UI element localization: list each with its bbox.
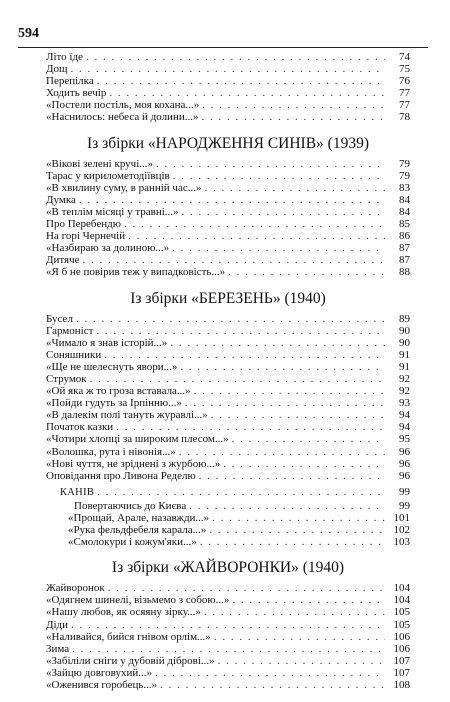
dot-leader <box>179 446 385 458</box>
toc-entry <box>46 643 410 655</box>
dot-leader <box>172 242 385 254</box>
toc-entry <box>46 385 410 397</box>
dot-leader <box>104 349 385 361</box>
dot-leader <box>173 170 385 182</box>
toc-entry <box>46 254 410 266</box>
dot-leader <box>202 99 385 111</box>
dot-leader <box>155 667 385 679</box>
entry-title: «В далекім полі тануть журавлі...» <box>46 409 208 422</box>
dot-leader <box>212 512 385 524</box>
entry-title: «Нашу любов, як осяяну зірку...» <box>46 606 201 619</box>
entry-title: Ходить вечір <box>46 87 107 100</box>
toc-entry <box>46 158 410 170</box>
entry-title: Оповідання про Ливона Ределю <box>46 469 196 482</box>
entry-title: «Постели постіль, моя кохана...» <box>46 99 200 112</box>
dot-leader <box>204 606 385 618</box>
entry-title: «Одягнем шинелі, візьмемо з собою...» <box>46 594 230 607</box>
dot-leader <box>70 63 385 75</box>
entry-page-number: 93 <box>399 397 410 410</box>
entry-title: Бусел <box>46 312 73 325</box>
dot-leader <box>86 51 385 63</box>
entry-page-number: 106 <box>393 642 410 655</box>
entry-title: Думка <box>46 193 76 206</box>
dot-leader <box>72 643 385 655</box>
dot-leader <box>128 230 385 242</box>
dot-leader <box>232 594 385 606</box>
table-of-contents <box>46 51 410 691</box>
dot-leader <box>200 536 385 548</box>
entry-page-number: 94 <box>399 409 410 422</box>
dot-leader <box>108 582 385 594</box>
entry-title: «Чотири хлопці за широким плесом...» <box>46 433 229 446</box>
toc-entry <box>46 582 410 594</box>
dot-leader <box>182 206 385 218</box>
toc-entry <box>46 373 410 385</box>
entry-page-number: 76 <box>399 75 410 88</box>
toc-entry <box>46 433 410 445</box>
entry-title: Гармоніст <box>46 324 94 337</box>
toc-entry <box>46 230 410 242</box>
entry-page-number: 96 <box>399 469 410 482</box>
entry-page-number: 77 <box>399 99 410 112</box>
entry-title: «Чимало я знав історій...» <box>46 336 168 349</box>
entry-page-number: 74 <box>399 51 410 63</box>
toc-entry <box>46 500 410 512</box>
dot-leader <box>124 218 385 230</box>
entry-page-number: 86 <box>399 230 410 243</box>
entry-title: «Смолокури і кожум'яки...» <box>68 536 197 549</box>
toc-entry <box>46 242 410 254</box>
dot-leader <box>71 619 385 631</box>
dot-leader <box>228 266 385 278</box>
entry-title: Дощ <box>46 63 68 76</box>
section-heading: Із збірки «БЕРЕЗЕНЬ» (1940) <box>130 289 326 307</box>
entry-page-number: 75 <box>399 63 410 76</box>
toc-entry <box>46 458 410 470</box>
entry-title: Перепілка <box>46 75 94 88</box>
section-heading: Із збірки «ЖАЙВОРОНКИ» (1940) <box>111 559 345 577</box>
dot-leader <box>97 75 385 87</box>
entry-title: Діди <box>46 618 69 631</box>
dot-leader <box>232 433 385 445</box>
entry-title: «Ой яка ж то гроза вставала...» <box>46 385 191 398</box>
entry-page-number: 107 <box>393 666 410 679</box>
entry-title: Соняшники <box>46 348 102 361</box>
section-heading: Із збірки «НАРОДЖЕННЯ СИНІВ» (1939) <box>87 134 369 152</box>
toc-entry <box>46 51 410 63</box>
entry-page-number: 90 <box>399 336 410 349</box>
dot-leader <box>76 313 385 325</box>
toc-entry <box>46 397 410 409</box>
entry-title: «Волошка, рута і нівонія...» <box>46 445 176 458</box>
toc-entry <box>46 361 410 373</box>
entry-page-number: 78 <box>399 111 410 124</box>
entry-page-number: 94 <box>399 421 410 434</box>
entry-page-number: 79 <box>399 157 410 170</box>
entry-page-number: 108 <box>393 679 410 692</box>
toc-entry <box>46 536 410 548</box>
dot-leader <box>83 254 385 266</box>
entry-page-number: 104 <box>393 594 410 607</box>
entry-page-number: 87 <box>399 254 410 267</box>
entry-title: Початок казки <box>46 421 114 434</box>
toc-entry <box>46 512 410 524</box>
dot-leader <box>160 679 385 691</box>
entry-page-number: 89 <box>399 312 410 325</box>
entry-title: «В хвилину суму, в ранній час...» <box>46 181 202 194</box>
toc-entry <box>46 524 410 536</box>
entry-page-number: 84 <box>399 193 410 206</box>
toc-entry <box>46 337 410 349</box>
toc-entry <box>46 194 410 206</box>
entry-title: «Нові чуття, не зріднені з журбою...» <box>46 457 221 470</box>
entry-page-number: 79 <box>399 169 410 182</box>
page-number: 594 <box>18 26 39 41</box>
entry-page-number: 92 <box>399 385 410 398</box>
entry-title: «Я б не повірив теж у випадковість...» <box>46 266 226 279</box>
dot-leader <box>185 397 385 409</box>
toc-entry <box>46 349 410 361</box>
dot-leader <box>97 486 385 498</box>
toc-entry <box>46 594 410 606</box>
entry-page-number: 105 <box>393 606 410 619</box>
toc-entry <box>46 206 410 218</box>
dot-leader <box>79 194 385 206</box>
entry-page-number: 77 <box>399 87 410 100</box>
entry-title: «Ще не шелеснуть явори...» <box>46 360 178 373</box>
entry-page-number: 91 <box>399 360 410 373</box>
toc-entry <box>46 75 410 87</box>
entry-title: КАНІВ <box>60 486 95 498</box>
dot-leader <box>156 158 385 170</box>
entry-title: «Пойди гудуть за Ірпінню...» <box>46 397 182 410</box>
toc-entry <box>46 218 410 230</box>
entry-title: «Прощай, Арале, назавжди...» <box>68 512 210 524</box>
dot-leader <box>218 655 385 667</box>
toc-entry <box>46 63 410 75</box>
toc-entry <box>46 655 410 667</box>
toc-entry <box>46 470 410 482</box>
entry-page-number: 107 <box>393 654 410 667</box>
toc-entry <box>46 111 410 123</box>
entry-page-number: 84 <box>399 205 410 218</box>
subsection-entry <box>46 486 410 498</box>
entry-page-number: 88 <box>399 266 410 279</box>
toc-entry <box>46 99 410 111</box>
entry-page-number: 99 <box>399 485 410 498</box>
entry-title: Струмок <box>46 372 87 385</box>
entry-page-number: 90 <box>399 324 410 337</box>
entry-title: «Вікові зелені кручі...» <box>46 157 154 170</box>
entry-title: Літо їде <box>46 51 83 63</box>
dot-leader <box>116 421 385 433</box>
dot-leader <box>96 325 385 337</box>
entry-page-number: 102 <box>393 524 410 537</box>
entry-page-number: 96 <box>399 445 410 458</box>
entry-title: Дитяче <box>46 254 80 267</box>
dot-leader <box>194 385 385 397</box>
entry-title: «Назбираю за долиною...» <box>46 242 170 255</box>
dot-leader <box>209 524 385 536</box>
dot-leader <box>211 409 385 421</box>
entry-title: «Рука фельдфебеля карала...» <box>68 524 207 537</box>
toc-entry <box>46 409 410 421</box>
entry-title: «Наливайся, бийся гнівом орлім...» <box>46 630 211 643</box>
entry-page-number: 99 <box>399 499 410 512</box>
dot-leader <box>204 182 385 194</box>
dot-leader <box>199 470 385 482</box>
entry-page-number: 103 <box>393 536 410 549</box>
entry-page-number: 85 <box>399 218 410 231</box>
entry-title: Жайворонок <box>46 582 105 595</box>
header-rule <box>18 47 428 48</box>
entry-title: Про Перебендю <box>46 218 121 231</box>
entry-page-number: 101 <box>393 512 410 524</box>
dot-leader <box>180 361 385 373</box>
entry-page-number: 106 <box>393 630 410 643</box>
toc-entry <box>46 266 410 278</box>
toc-entry <box>46 667 410 679</box>
toc-entry <box>46 325 410 337</box>
entry-page-number: 95 <box>399 433 410 446</box>
entry-page-number: 87 <box>399 242 410 255</box>
entry-title: «Забіліли сніги у дубовій діброві...» <box>46 654 215 667</box>
dot-leader <box>201 111 385 123</box>
toc-entry <box>46 313 410 325</box>
entry-title: Тарас у кирилометодіївців <box>46 169 170 182</box>
entry-title: На горі Чернечій <box>46 230 126 243</box>
entry-page-number: 96 <box>399 457 410 470</box>
dot-leader <box>90 373 385 385</box>
entry-title: «Оженився горобець...» <box>46 679 158 692</box>
entry-title: Зима <box>46 642 70 655</box>
entry-page-number: 83 <box>399 181 410 194</box>
dot-leader <box>109 87 385 99</box>
toc-entry <box>46 182 410 194</box>
toc-entry <box>46 421 410 433</box>
toc-entry <box>46 631 410 643</box>
toc-entry <box>46 679 410 691</box>
toc-entry <box>46 619 410 631</box>
entry-title: «Наснилось: небеса й долини...» <box>46 111 199 124</box>
dot-leader <box>189 500 385 512</box>
entry-title: «В теплім місяці у травні...» <box>46 205 179 218</box>
entry-page-number: 105 <box>393 618 410 631</box>
entry-title: Повертаючись до Києва <box>74 499 187 512</box>
dot-leader <box>223 458 385 470</box>
toc-entry <box>46 87 410 99</box>
entry-title: «Зайцю довговухий...» <box>46 666 153 679</box>
entry-page-number: 91 <box>399 348 410 361</box>
entry-page-number: 92 <box>399 372 410 385</box>
dot-leader <box>214 631 385 643</box>
toc-entry <box>46 606 410 618</box>
dot-leader <box>170 337 385 349</box>
toc-entry <box>46 446 410 458</box>
toc-entry <box>46 170 410 182</box>
entry-page-number: 104 <box>393 582 410 595</box>
